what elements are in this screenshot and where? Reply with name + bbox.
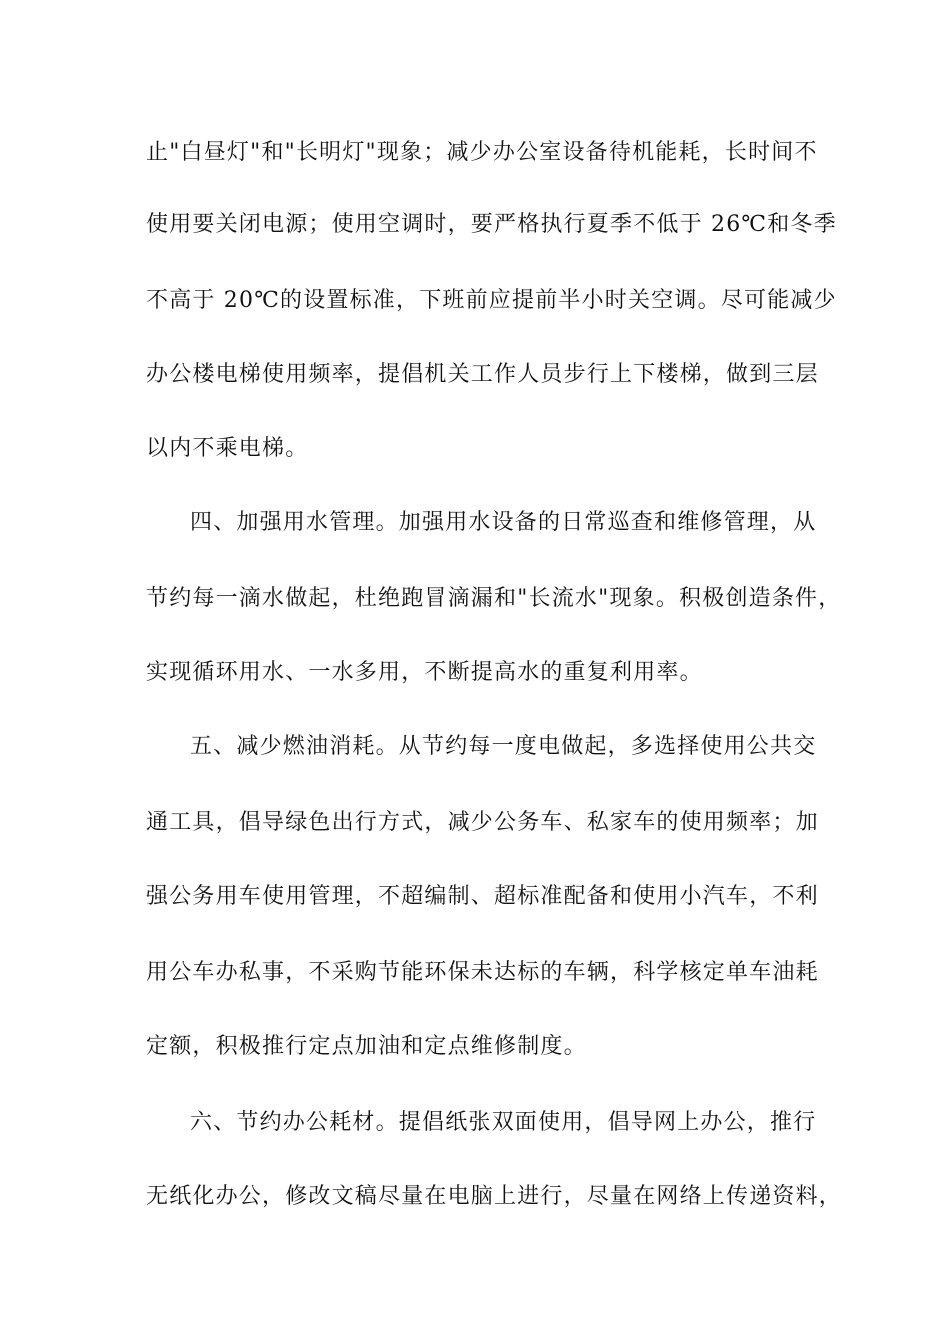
paragraph-line: 办公楼电梯使用频率，提倡机关工作人员步行上下楼梯，做到三层	[146, 362, 819, 387]
paragraph-line: 强公务用车使用管理，不超编制、超标准配备和使用小汽车，不利	[146, 884, 819, 909]
paragraph-line: 节约每一滴水做起，杜绝跑冒滴漏和"长流水"现象。积极创造条件，	[146, 586, 842, 611]
paragraph-line: 通工具，倡导绿色出行方式，减少公务车、私家车的使用频率；加	[146, 810, 819, 835]
paragraph-line: 使用要关闭电源；使用空调时，要严格执行夏季不低于 26℃和冬季	[146, 212, 837, 237]
section-four-first-line: 四、加强用水管理。加强用水设备的日常巡查和维修管理，从	[190, 510, 817, 535]
paragraph-line: 不高于 20℃的设置标准，下班前应提前半小时关空调。尽可能减少	[146, 288, 837, 313]
paragraph-line: 用公车办私事，不采购节能环保未达标的车辆，科学核定单车油耗	[146, 960, 819, 985]
section-five-first-line: 五、减少燃油消耗。从节约每一度电做起，多选择使用公共交	[190, 734, 817, 759]
section-six-first-line: 六、节约办公耗材。提倡纸张双面使用，倡导网上办公，推行	[190, 1110, 817, 1135]
paragraph-line: 止"白昼灯"和"长明灯"现象；减少办公室设备待机能耗，长时间不	[146, 140, 818, 165]
paragraph-line: 实现循环用水、一水多用，不断提高水的重复利用率。	[146, 660, 703, 685]
paragraph-line: 定额，积极推行定点加油和定点维修制度。	[146, 1034, 587, 1059]
paragraph-line: 以内不乘电梯。	[146, 436, 309, 461]
paragraph-line: 无纸化办公，修改文稿尽量在电脑上进行，尽量在网络上传递资料，	[146, 1184, 843, 1209]
